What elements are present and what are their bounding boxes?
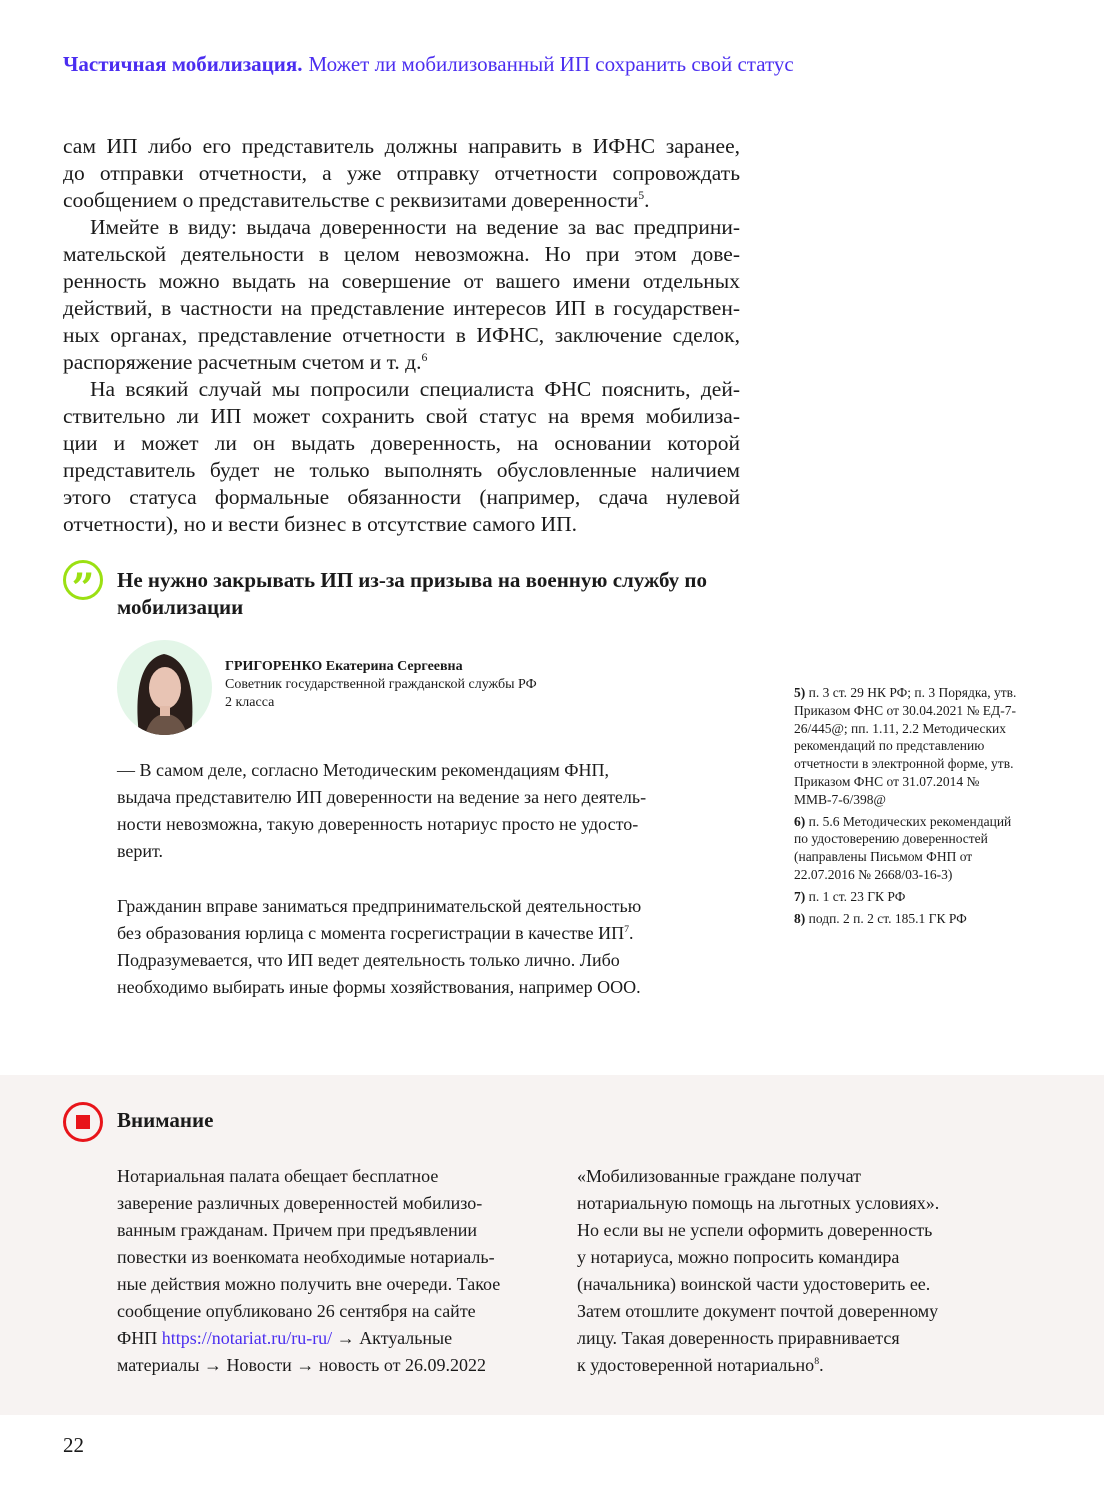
text-line: представитель будет не только выполнять обусловленные наличием: [63, 458, 740, 482]
text-line: «Мобилизованные граждане получат: [577, 1166, 861, 1186]
footnote: [794, 813, 1019, 884]
text-line: у нотариуса, можно попросить командира: [577, 1247, 900, 1267]
footnote-ref: 8: [814, 1356, 820, 1367]
quote-text-2: [117, 893, 720, 1001]
text-line: Но если вы не успели оформить доверенность: [577, 1220, 933, 1240]
text-line: [577, 1352, 997, 1379]
footnote: [794, 888, 1019, 906]
article-body: [63, 133, 740, 538]
attention-column-2: [577, 1163, 997, 1379]
person-photo: [117, 640, 212, 735]
person-info: [225, 658, 537, 712]
text-span: распоряжение расчетным счетом и т. д.: [63, 350, 422, 374]
footnote-text: п. 1 ст. 23 ГК РФ: [805, 888, 906, 904]
link[interactable]: https://notariat.ru/ru-ru/: [161, 1328, 333, 1348]
text-line: Имейте в виду: выдача доверенности на ведение за вас предприни-: [90, 215, 740, 239]
footnote-text: п. 3 ст. 29 НК РФ; п. 3 Порядка, утв. Приказом ФНС от 30.04.2021 № ЕД-7-26/445@; пп. 1.11, 2.2 Методических рекомендаций по представлению отчетности в электронной форме, утв. Приказом ФНС от 31.07.2014 № ММВ-7-6/398@: [794, 685, 1017, 807]
text-line: ности невозможна, такую доверенность нотариус просто не удосто-: [117, 814, 639, 834]
text-line: Подразумевается, что ИП ведет деятельность только лично. Либо: [117, 950, 620, 970]
footnote: [794, 684, 1019, 809]
text-line: ствительно ли ИП может сохранить свой статус на время мобилиза-: [63, 404, 740, 428]
text-line: нотариальную помощь на льготных условиях».: [577, 1193, 940, 1213]
footnote-text: п. 5.6 Методических рекомендаций по удостоверению доверенностей (направлены Письмом ФНП от 22.07.2016 № 2668/03-16-3): [794, 813, 1012, 882]
text-line: [117, 920, 720, 947]
text-span: .: [819, 1355, 824, 1375]
text-line: Нотариальная палата обещает бесплатное: [117, 1166, 439, 1186]
text-span: сообщением о представительстве с реквизитами доверенности: [63, 188, 639, 212]
text-span: → Актуальные: [332, 1328, 453, 1348]
section-name: Частичная мобилизация.: [63, 52, 303, 76]
text-line: верит.: [117, 841, 164, 861]
text-line: действий, в частности на представление интересов ИП в государствен-: [63, 296, 740, 320]
text-span: без образования юрлица с момента госрегистрации в качестве ИП: [117, 923, 625, 943]
footnote-ref: 6: [421, 349, 428, 364]
quote-icon: ”: [63, 560, 103, 600]
paragraph: [63, 376, 740, 538]
text-line: мательской деятельности в целом невозможна. Но при этом дове-: [63, 242, 740, 266]
text-line: [63, 187, 740, 214]
attention-column-1: [117, 1163, 547, 1379]
text-line: ции и может ли он выдать доверенность, на основании которой: [63, 431, 740, 455]
running-header: [63, 52, 794, 77]
avatar: [117, 640, 212, 735]
quote-text: [117, 757, 720, 865]
page-number: 22: [63, 1433, 84, 1457]
text-line: заверение различных доверенностей мобилизо-: [117, 1193, 483, 1213]
text-line: сообщение опубликовано 26 сентября на сайте: [117, 1301, 476, 1321]
footnote-number: 8): [794, 910, 806, 926]
quote-title: Не нужно закрывать ИП из-за призыва на военную службу по мобилизации: [117, 568, 708, 619]
footnote-ref: 7: [624, 924, 630, 935]
text-line: ренность можно выдать на совершение от вашего имени отдельных: [63, 269, 740, 293]
text-line: отчетности), но и вести бизнес в отсутствие самого ИП.: [63, 512, 578, 536]
text-line: Затем отошлите документ почтой доверенному: [577, 1301, 939, 1321]
footnote-number: 6): [794, 813, 806, 829]
text-line: лицу. Такая доверенность приравнивается: [577, 1328, 900, 1348]
text-span: .: [629, 923, 634, 943]
text-line: этого статуса формальные обязанности (например, сдача нулевой: [63, 485, 740, 509]
text-line: до отправки отчетности, а уже отправку отчетности сопровождать: [63, 161, 740, 185]
text-line: На всякий случай мы попросили специалиста ФНС пояснить, дей-: [90, 377, 740, 401]
footnote-number: 7): [794, 888, 806, 904]
footnotes: [794, 684, 1019, 931]
text-line: ных органах, представление отчетности в ИФНС, заключение сделок,: [63, 323, 740, 347]
footnote-number: 5): [794, 685, 806, 700]
person-role-class: 2 класса: [225, 695, 275, 710]
stop-icon: [63, 1102, 103, 1142]
text-line: [63, 349, 740, 376]
text-line: ные действия можно получить вне очереди. Такое: [117, 1274, 501, 1294]
person-name: ГРИГОРЕНКО Екатерина Сергеевна: [225, 659, 463, 674]
text-span: ФНП: [117, 1328, 162, 1348]
text-line: выдача представителю ИП доверенности на ведение за него деятель-: [117, 787, 647, 807]
footnote-text: подп. 2 п. 2 ст. 185.1 ГК РФ: [805, 910, 967, 926]
text-line: сам ИП либо его представитель должны направить в ИФНС заранее,: [63, 134, 740, 158]
footnote: [794, 910, 1019, 928]
article-title: Может ли мобилизованный ИП сохранить свой статус: [308, 52, 794, 76]
attention-box-edge: [0, 1070, 1104, 1078]
paragraph: [63, 214, 740, 376]
text-line: материалы → Новости → новость от 26.09.2022: [117, 1355, 486, 1375]
attention-title: Внимание: [117, 1108, 214, 1132]
person-role: Советник государственной гражданской службы РФ: [225, 677, 537, 692]
text-line: необходимо выбирать иные формы хозяйствования, например ООО.: [117, 977, 641, 997]
text-line: повестки из военкомата необходимые нотариаль-: [117, 1247, 495, 1267]
text-line: [117, 1325, 547, 1352]
paragraph: [63, 133, 740, 214]
text-line: — В самом деле, согласно Методическим рекомендациям ФНП,: [117, 760, 610, 780]
footnote-ref: 5: [638, 187, 645, 202]
text-line: (начальника) воинской части удостоверить ее.: [577, 1274, 931, 1294]
text-line: Гражданин вправе заниматься предпринимательской деятельностью: [117, 896, 642, 916]
text-line: ванным гражданам. Причем при предъявлении: [117, 1220, 478, 1240]
text-span: .: [644, 188, 650, 212]
text-span: к удостоверенной нотариально: [577, 1355, 815, 1375]
